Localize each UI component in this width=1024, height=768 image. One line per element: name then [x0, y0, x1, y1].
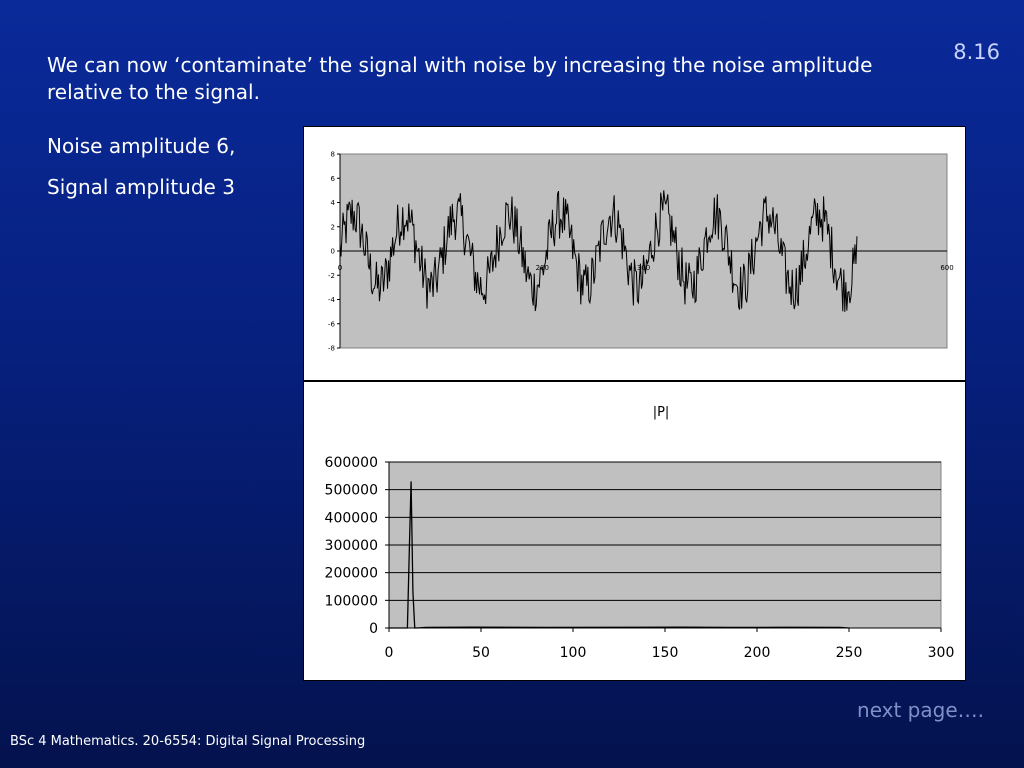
x-tick-label: 300: [636, 264, 651, 272]
spectrum-chart: [303, 381, 966, 681]
y-tick-label: 400000: [324, 510, 378, 527]
y-tick-label: 8: [330, 150, 335, 159]
y-tick-label: 600000: [324, 455, 378, 471]
y-tick-label: 500000: [324, 482, 378, 499]
x-tick-label: 200: [535, 264, 550, 272]
noise-amplitude-label: Noise amplitude 6,: [47, 134, 236, 158]
noisy-signal-svg: [304, 127, 965, 380]
y-tick-label: 2: [330, 223, 335, 232]
y-tick-label: -8: [328, 344, 335, 353]
spectrum-svg: [304, 382, 965, 680]
signal-amplitude-label: Signal amplitude 3: [47, 175, 235, 199]
y-tick-label: 300000: [324, 538, 378, 554]
y-tick-label: 200000: [324, 565, 378, 582]
y-tick-label: 0: [369, 621, 378, 637]
y-tick-label: 100000: [324, 593, 378, 610]
y-tick-label: -4: [328, 296, 335, 304]
x-tick-label: 0: [384, 645, 394, 661]
x-tick-label: 250: [835, 645, 863, 661]
x-tick-label: 200: [743, 645, 771, 661]
next-page-link[interactable]: next page….: [857, 698, 984, 722]
noisy-signal-chart: [303, 126, 966, 381]
y-tick-label: -2: [328, 271, 335, 280]
x-tick-label: 50: [472, 645, 490, 661]
chart-title: |P|: [652, 405, 670, 420]
footer-text: BSc 4 Mathematics. 20-6554: Digital Signal Processing: [10, 734, 366, 749]
x-tick-label: 100: [559, 645, 587, 661]
y-tick-label: 6: [330, 174, 335, 183]
x-tick-label: 300: [927, 645, 955, 661]
x-tick-label: 0: [337, 264, 343, 272]
y-tick-label: -6: [328, 320, 335, 329]
intro-text: We can now ‘contaminate’ the signal with noise by increasing the noise amplitude relative to the signal.: [47, 53, 873, 104]
y-tick-label: 0: [330, 247, 335, 256]
slide-number: 8.16: [953, 40, 1000, 64]
y-tick-label: 4: [330, 199, 335, 207]
x-tick-label: 150: [651, 645, 679, 661]
x-tick-label: 600: [940, 264, 954, 272]
